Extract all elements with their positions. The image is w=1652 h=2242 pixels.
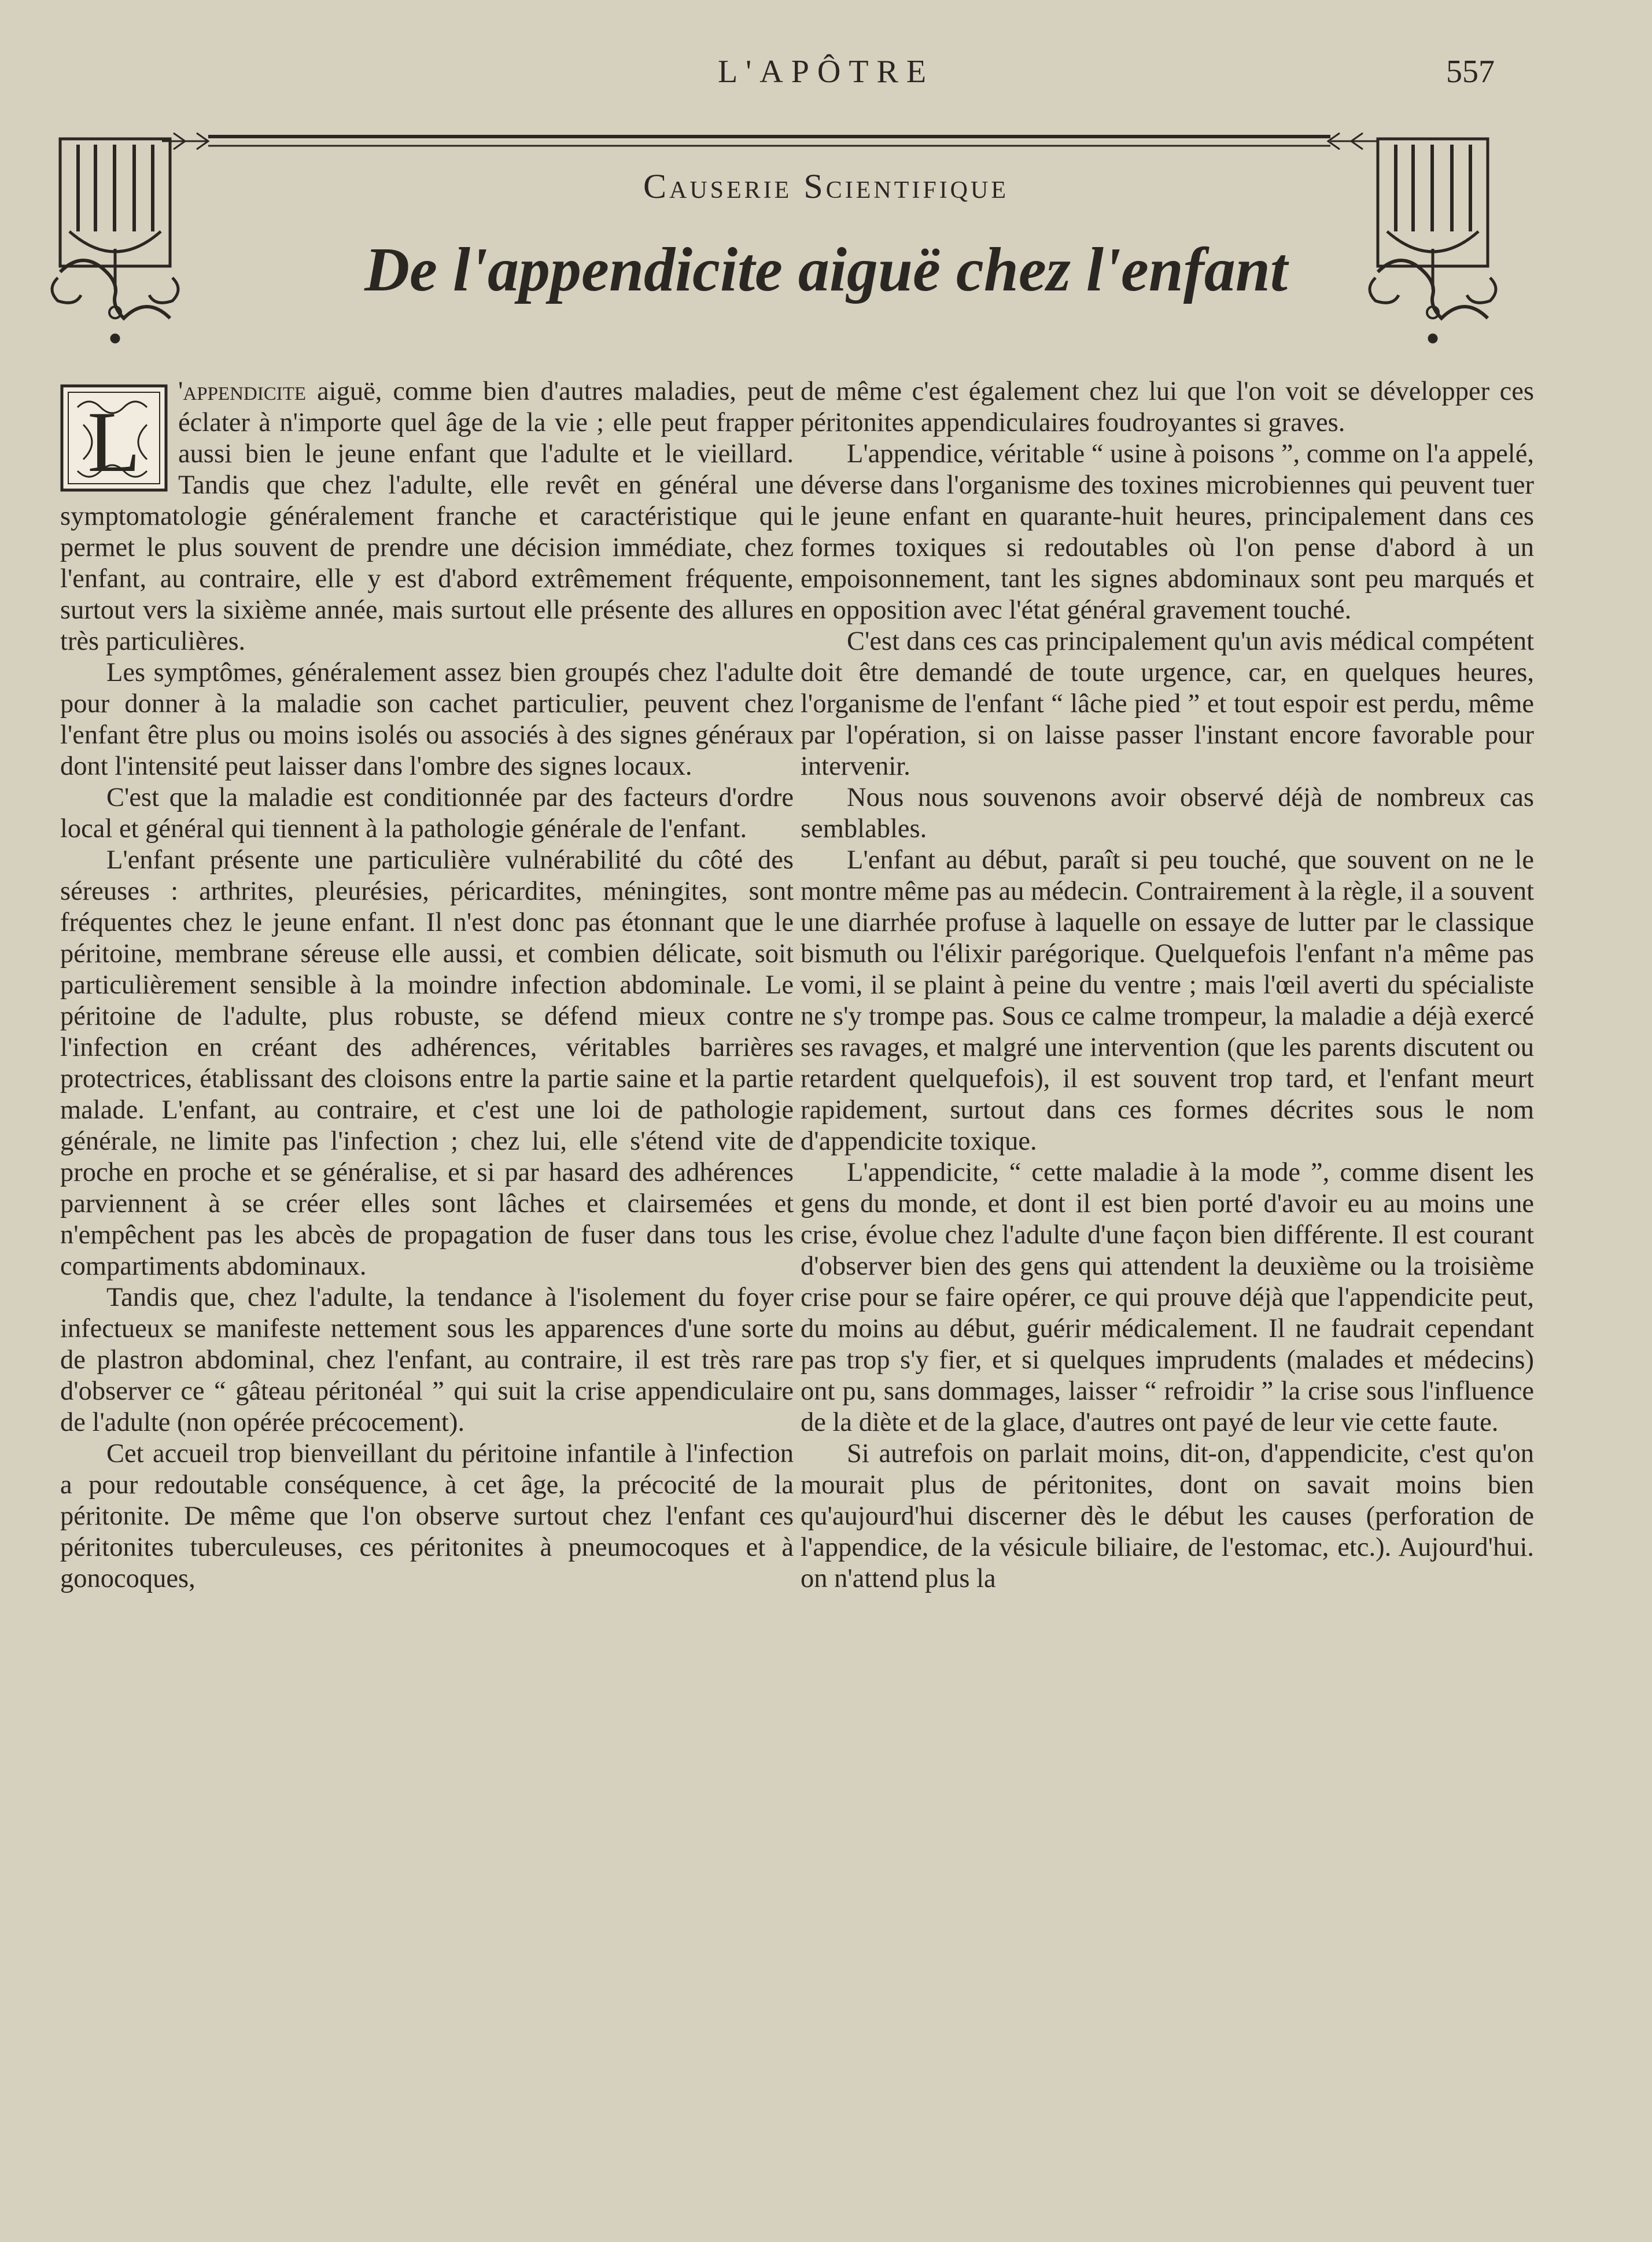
right-paragraph: de même c'est également chez lui que l'on voit se développer ces péritonites appendiculaires foudroyantes si graves. bbox=[801, 377, 1534, 437]
dropcap-ornament bbox=[60, 384, 168, 492]
right-paragraph: L'appendicite, “ cette maladie à la mode ”, comme disent les gens du monde, et dont il est bien porté d'avoir eu au moins une crise, évolue chez l'adulte d'une façon bien différente. Il est courant d'observer bien des gens qui attendent la deuxième ou la troisième crise pour se faire opérer, ce qui prouve déjà que l'appendicite peut, du moins au début, guérir médicalement. Il ne faudrait cependant pas trop s'y fier, et si quelques imprudents (malades et médecins) ont pu, sans dommages, laisser “ refroidir ” la crise sous l'influence de la diète et de la glace, d'autres ont payé de leur vie cette faute. bbox=[801, 1158, 1534, 1437]
left-paragraph: Les symptômes, généralement assez bien groupés chez l'adulte pour donner à la maladie son cachet particulier, peuvent chez l'enfant être plus ou moins isolés ou associés à des signes généraux dont l'intensité peut laisser dans l'ombre des signes locaux. bbox=[60, 658, 794, 781]
right-paragraph: L'appendice, véritable “ usine à poisons ”, comme on l'a appelé, déverse dans l'organisme des toxines microbiennes qui peuvent tuer le jeune enfant en quarante-huit heures, principalement dans ces formes toxiques si redoutables où l'on pense d'abord à un empoisonnement, tant les signes abdominaux sont peu marqués et en opposition avec l'état général gravement touché. bbox=[801, 439, 1534, 625]
article-title: De l'appendicite aiguë chez l'enfant bbox=[364, 235, 1288, 304]
lead-caps: 'appendicite bbox=[178, 377, 307, 406]
right-paragraph: C'est dans ces cas principalement qu'un avis médical compétent doit être demandé de toute urgence, car, en quelques heures, l'organisme de l'enfant “ lâche pied ” et tout espoir est perdu, même par l'opération, si on laisse passer l'instant encore favorable pour intervenir. bbox=[801, 627, 1534, 781]
left-paragraph: Tandis que, chez l'adulte, la tendance à l'isolement du foyer infectueux se manifeste nettement sous les apparences d'une sorte de plastron abdominal, chez l'enfant, au contraire, il est très rare d'observer ce “ gâteau péritonéal ” qui suit la crise appendiculaire de l'adulte (non opérée précocement). bbox=[60, 1283, 794, 1437]
right-paragraph: Si autrefois on parlait moins, dit-on, d'appendicite, c'est qu'on mourait plus de péritonites, dont on savait moins bien qu'aujourd'hui discerner dès le début les causes (perforation de l'appendice, de la vésicule biliaire, de l'estomac, etc.). Aujourd'hui. on n'attend plus la bbox=[801, 1439, 1534, 1593]
page-number: 557 bbox=[1446, 54, 1495, 90]
section-label: Causerie Scientifique bbox=[643, 167, 1009, 205]
left-paragraph: C'est que la maladie est conditionnée par des facteurs d'ordre local et général qui tiennent à la pathologie générale de l'enfant. bbox=[60, 783, 794, 844]
right-paragraph: L'enfant au début, paraît si peu touché, que souvent on ne le montre même pas au médecin. Contrairement à la règle, il a souvent une diarrhée profuse à laquelle on essaye de lutter par le classique bismuth ou l'élixir parégorique. Quelquefois l'enfant n'a même pas vomi, il se plaint à peine du ventre ; mais l'œil averti du spécialiste ne s'y trompe pas. Sous ce calme trompeur, la maladie a déjà exercé ses ravages, et malgré une intervention (que les parents discutent ou retardent quelquefois), il est souvent trop tard, et l'enfant meurt rapidement, surtout dans ces formes décrites sous le nom d'appendicite toxique. bbox=[801, 845, 1534, 1156]
left-paragraph-text: aiguë, comme bien d'autres maladies, peut éclater à n'importe quel âge de la vie ; elle peut frapper aussi bien le jeune enfant que l'adulte et le vieillard. Tandis que chez l'adulte, elle revêt en général une symptomatologie généralement franche et caractéristique qui permet le plus souvent de prendre une décision immédiate, chez l'enfant, au contraire, elle y est d'abord extrêmement fréquente, surtout vers la sixième année, mais surtout elle présente des allures très particulières. bbox=[60, 377, 794, 656]
dropcap-letter: L bbox=[87, 394, 141, 490]
left-column bbox=[60, 376, 794, 2187]
running-title: L'APÔTRE bbox=[717, 54, 935, 90]
left-paragraph bbox=[60, 376, 794, 657]
right-column bbox=[801, 376, 1534, 2187]
left-paragraph: L'enfant présente une particulière vulnérabilité du côté des séreuses : arthrites, pleurésies, péricardites, méningites, sont fréquentes chez le jeune enfant. Il n'est donc pas étonnant que le péritoine, membrane séreuse elle aussi, et combien délicate, soit particulièrement sensible à la moindre infection abdominale. Le péritoine de l'adulte, plus robuste, se défend mieux contre l'infection en créant des adhérences, véritables barrières protectrices, établissant des cloisons entre la partie saine et la partie malade. L'enfant, au contraire, et c'est une loi de pathologie générale, ne limite pas l'infection ; chez lui, elle s'étend vite de proche en proche et se généralise, et si par hasard des adhérences parviennent à se créer elles sont lâches et clairsemées et n'empêchent pas les abcès de propagation de fuser dans tous les compartiments abdominaux. bbox=[60, 845, 794, 1281]
right-paragraph: Nous nous souvenons avoir observé déjà de nombreux cas semblables. bbox=[801, 783, 1534, 844]
left-paragraph: Cet accueil trop bienveillant du péritoine infantile à l'infection a pour redoutable conséquence, à cet âge, la précocité de la péritonite. De même que l'on observe surtout chez l'enfant ces péritonites tuberculeuses, ces péritonites à pneumocoques et à gonocoques, bbox=[60, 1439, 794, 1593]
